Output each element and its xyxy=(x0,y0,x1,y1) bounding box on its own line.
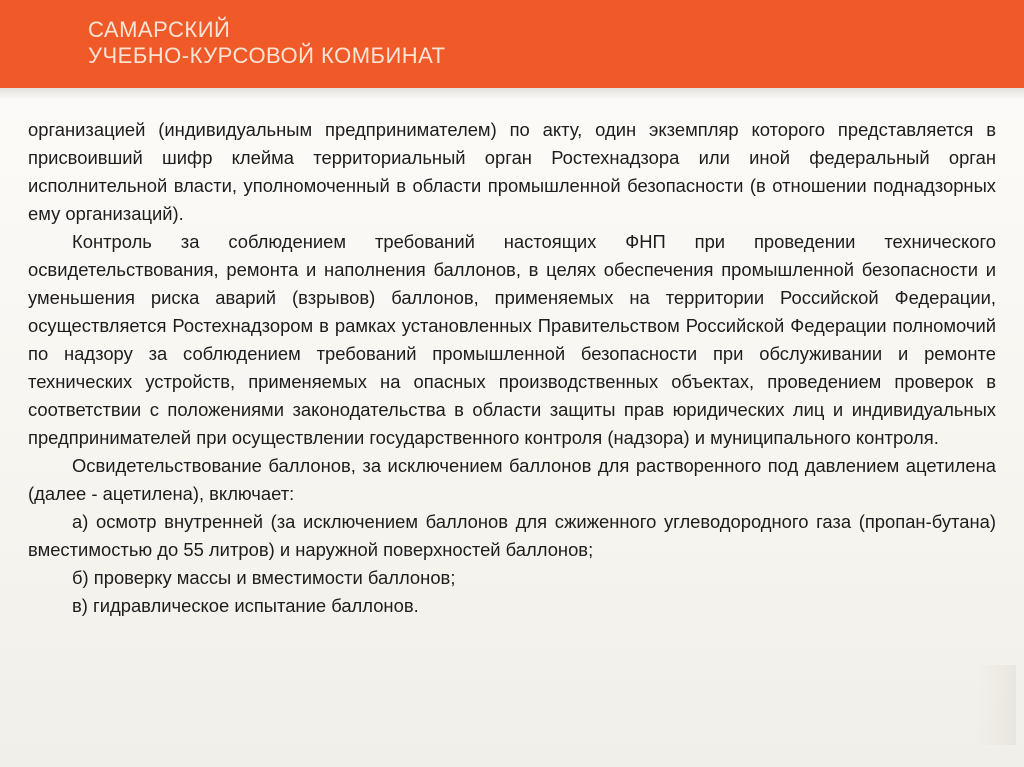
header-banner xyxy=(0,0,1024,88)
paragraph-3: Освидетельствование баллонов, за исключением баллонов для растворенного под давлением ацетилена (далее - ацетилена), включает: xyxy=(28,455,996,504)
list-item-a: а) осмотр внутренней (за исключением баллонов для сжиженного углеводородного газа (пропан-бутана) вместимостью до 55 литров) и наружной поверхностей баллонов; xyxy=(28,511,996,560)
list-item-c: в) гидравлическое испытание баллонов. xyxy=(72,595,419,616)
header-shadow xyxy=(0,88,1024,100)
list-item-b: б) проверку массы и вместимости баллонов; xyxy=(72,567,456,588)
document-body xyxy=(28,116,996,620)
brand-line-2: УЧЕБНО-КУРСОВОЙ КОМБИНАТ xyxy=(88,43,446,68)
brand-line-1: САМАРСКИЙ xyxy=(88,17,231,42)
corner-decoration xyxy=(976,665,1016,745)
paragraph-1: организацией (индивидуальным предпринимателем) по акту, один экземпляр которого представляется в присвоивший шифр клейма территориальный орган Ростехнадзора или иной федеральный орган исполнительной власти, уполномоченный в области промышленной безопасности (в отношении поднадзорных ему организаций). xyxy=(28,119,996,224)
paragraph-2: Контроль за соблюдением требований настоящих ФНП при проведении технического освидетельствования, ремонта и наполнения баллонов, в целях обеспечения промышленной безопасности и уменьшения риска аварий (взрывов) баллонов, применяемых на территории Российской Федерации, осуществляется Ростехнадзором в рамках установленных Правительством Российской Федерации полномочий по надзору за соблюдением требований промышленной безопасности при обслуживании и ремонте технических устройств, применяемых на опасных производственных объектах, проведением проверок в соответствии с положениями законодательства в области защиты прав юридических лиц и индивидуальных предпринимателей при осуществлении государственного контроля (надзора) и муниципального контроля. xyxy=(28,231,996,448)
brand-logo-text xyxy=(88,17,446,69)
